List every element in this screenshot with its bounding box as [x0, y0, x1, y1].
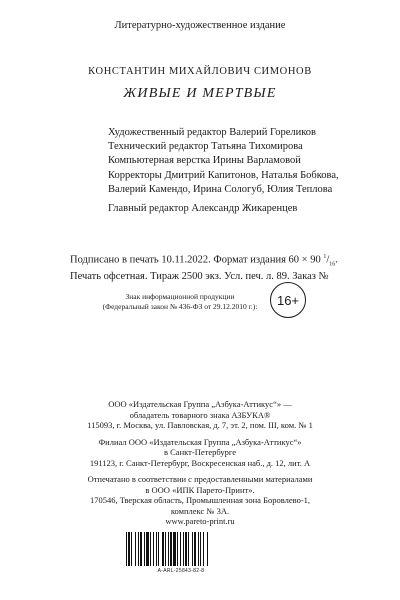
print-info-line-1: Подписано в печать 10.11.2022. Формат издания 60 × 90 $^1/_{16}$. [70, 254, 338, 268]
publisher-main: ООО «Издательская Группа „Азбука-Аттикус“» — обладатель товарного знака АЗБУКА® 115093, г. Москва, ул. Павловская, д. 7, эт. 2, пом. III, ком. № 1 [87, 399, 313, 430]
credit-line: Художественный редактор Валерий Гореликов [108, 127, 316, 138]
barcode [126, 532, 236, 574]
author-name: КОНСТАНТИН МИХАЙЛОВИЧ СИМОНОВ [88, 66, 312, 77]
credit-line: Технический редактор Татьяна Тихомирова [108, 141, 303, 153]
barcode-bar [208, 532, 209, 566]
print-info [70, 251, 370, 284]
printing-house: Отпечатано в соответствии с предоставленными материалами в ООО «ИПК Парето-Принт». 170546, Тверская область, Промышленная зона Боровлево-1, комплекс № 3А. www.pareto-print.ru [87, 474, 313, 526]
publisher-branch: Филиал ООО «Издательская Группа „Азбука-Аттикус“» в Санкт-Петербурге 191123, г. Санкт-Петербург, Воскресенская наб., д. 12, лит. А [89, 436, 311, 468]
credits-block [108, 126, 339, 216]
book-title: ЖИВЫЕ И МЕРТВЫЕ [123, 86, 277, 101]
barcode-bars [126, 532, 236, 566]
age-rating-badge: 16+ [270, 282, 306, 318]
info-product-notice: Знак информационной продукции (Федеральный закон № 436-ФЗ от 29.12.2010 г.): [102, 292, 258, 311]
publisher-info [0, 399, 400, 533]
credit-line: Корректоры Дмитрий Капитонов, Наталья Бобкова, [108, 169, 339, 181]
edition-type-label: Литературно-художественное издание [114, 20, 286, 31]
credit-line: Компьютерная верстка Ирины Варламовой [108, 155, 301, 167]
chief-editor-line: Главный редактор Александр Жикаренцев [108, 203, 298, 215]
credit-line: Валерий Камендо, Ирина Сологуб, Юлия Теплова [108, 183, 333, 195]
print-info-line-2: Печать офсетная. Тираж 2500 экз. Усл. печ. л. 89. Заказ № [70, 271, 329, 283]
barcode-number: А-ARL-25843-82-8 [157, 568, 205, 574]
